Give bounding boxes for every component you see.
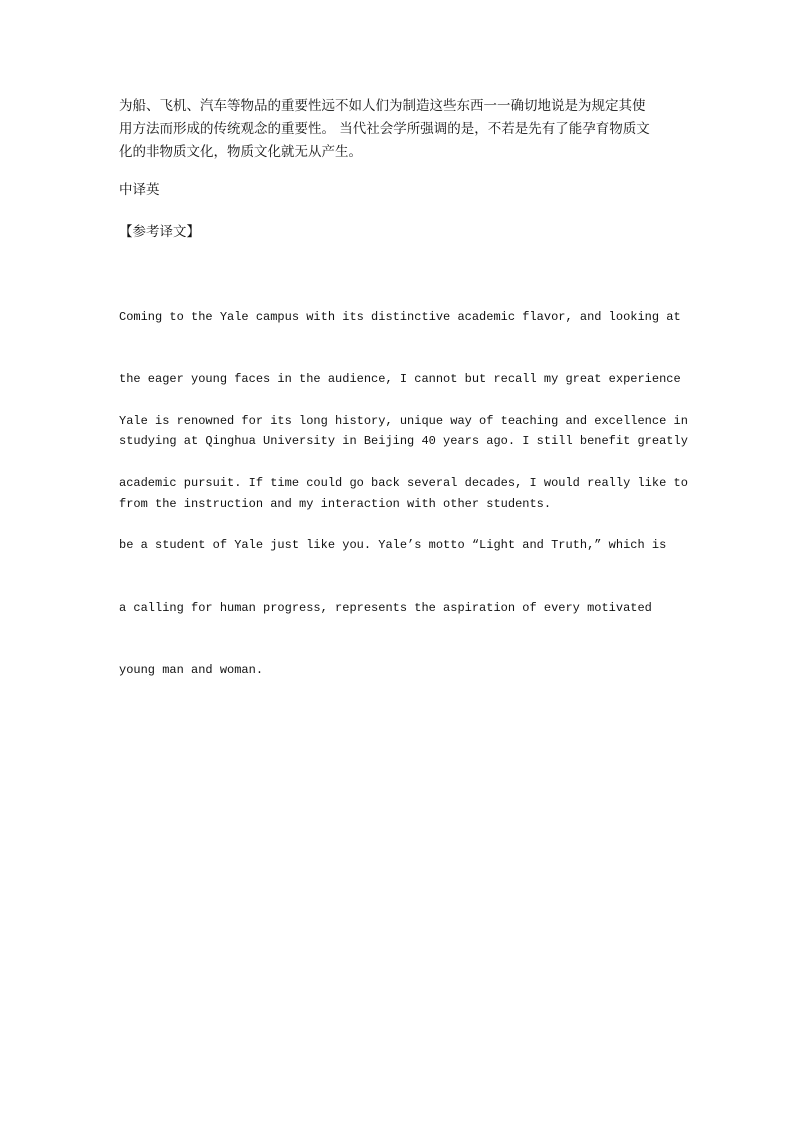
section-heading: 中译英 bbox=[119, 182, 160, 198]
chinese-paragraph bbox=[119, 95, 679, 164]
chinese-paragraph-line: 为船、飞机、汽车等物品的重要性远不如人们为制造这些东西一一确切地说是为规定其使 bbox=[119, 98, 646, 114]
english-paragraph-line: Coming to the Yale campus with its distinctive academic flavor, and looking at bbox=[119, 309, 681, 324]
english-paragraph-line: Yale is renowned for its long history, unique way of teaching and excellence in bbox=[119, 413, 688, 428]
english-paragraph-line: from the instruction and my interaction with other students. bbox=[119, 496, 552, 511]
reference-translation-label: 【参考译文】 bbox=[119, 224, 200, 240]
english-paragraph-2 bbox=[119, 369, 688, 723]
english-paragraph-line: be a student of Yale just like you. Yale’s motto “Light and Truth,” which is bbox=[119, 538, 667, 553]
chinese-paragraph-line: 化的非物质文化，物质文化就无从产生。 bbox=[119, 144, 362, 160]
english-paragraph-line: the eager young faces in the audience, I cannot but recall my great experience bbox=[119, 371, 681, 386]
english-paragraph-line: a calling for human progress, represents the aspiration of every motivated bbox=[119, 600, 652, 615]
chinese-paragraph-line: 用方法而形成的传统观念的重要性。 当代社会学所强调的是，不若是先有了能孕育物质文 bbox=[119, 121, 650, 137]
english-paragraph-line: young man and woman. bbox=[119, 663, 264, 678]
english-paragraph-line: studying at Qinghua University in Beijing 40 years ago. I still benefit greatly bbox=[119, 434, 688, 449]
english-paragraph-line: academic pursuit. If time could go back several decades, I would really like to bbox=[119, 475, 688, 490]
